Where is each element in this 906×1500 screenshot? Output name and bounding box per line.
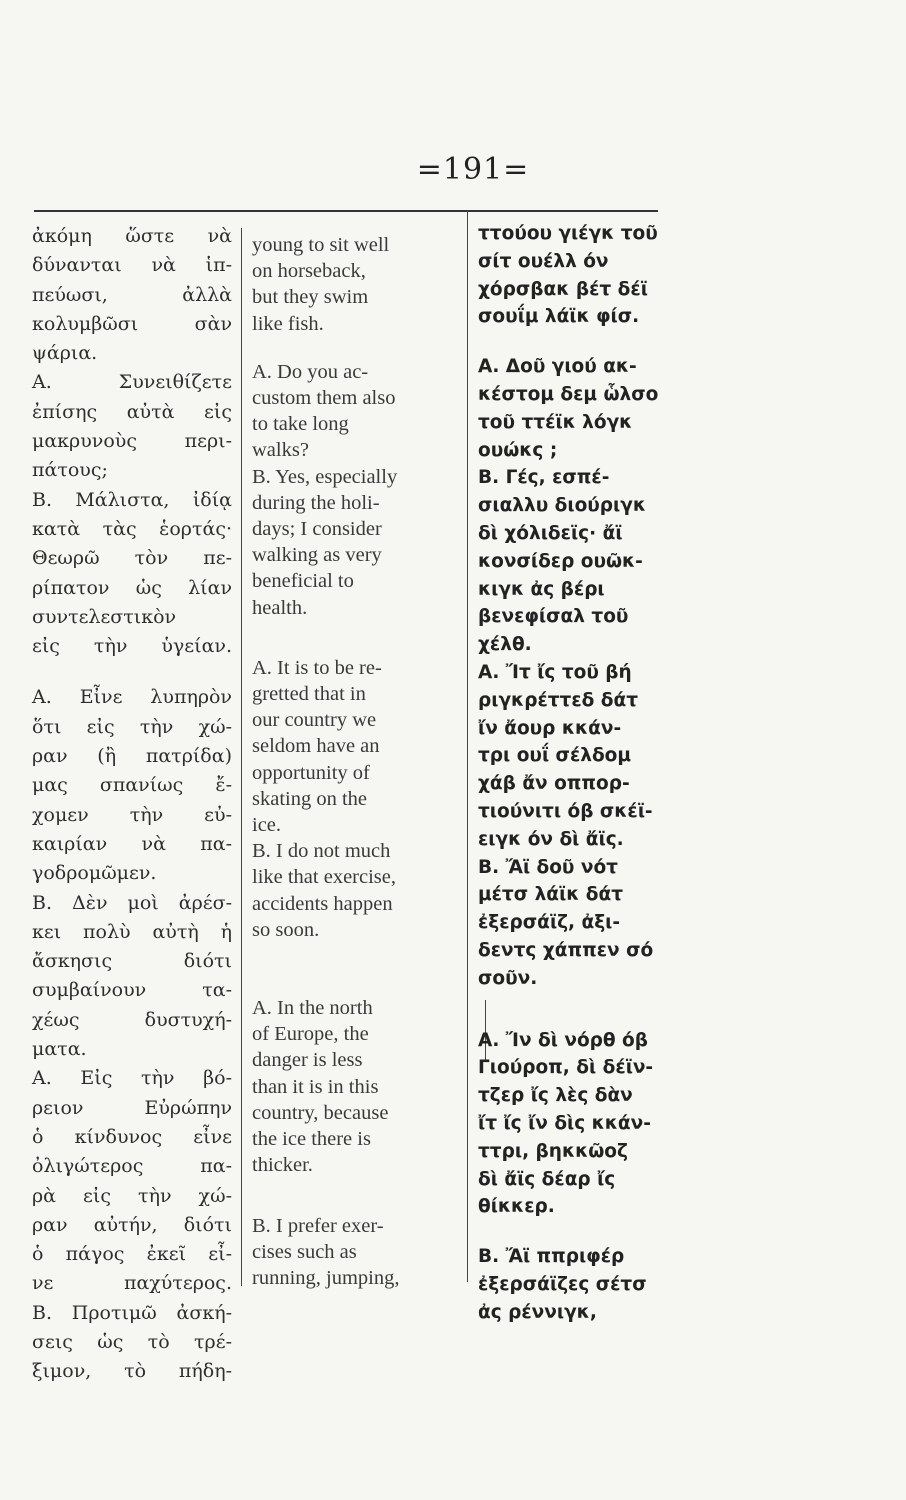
english-paragraph: B. I do not much like that exercise, accidents happen so soon.	[252, 840, 397, 941]
header-rule	[34, 210, 658, 212]
english-paragraph: A. It is to be re- gretted that in our country we seldom have an opportunity of skating on the ice.	[252, 656, 382, 837]
pronunciation-paragraph: ττούου γιέγκ τοῦ σίτ ουέλλ όν χόρσβακ βέτ δέϊ σουΐμ λάϊκ φίσ.	[478, 223, 658, 328]
pronunciation-paragraph: Α. Ἴτ ἴς τοῦ βή ριγκρέττεδ δάτ ἴν ἄουρ κκάν- τρι ουΐ σέλδομ χάβ ἄν οππορ- τιούνιτι όβ σκέϊ- ειγκ όν δὶ ἄϊς.	[478, 661, 653, 850]
greek-paragraph: Β. Δὲν μοὶ ἀρέσ- κει πολὺ αὐτὴ ἡ ἄσκησις διότι συμβαίνουν τα- χέως δυστυχή- ματα.	[32, 891, 232, 1061]
english-paragraph: A. In the north of Europe, the danger is less than it is in this country, because the ice there is thicker.	[252, 997, 389, 1177]
english-paragraph: A. Do you ac- custom them also to take long walks?	[252, 360, 396, 462]
column-divider-left	[241, 228, 242, 1286]
english-column	[252, 232, 457, 1291]
pronunciation-paragraph: Α. Δοῦ γιού ακ- κέστομ δεμ ὧλσο τοῦ ττέϊκ λόγκ ουώκς ;	[478, 356, 659, 461]
pronunciation-paragraph: Β. Ἄϊ δοῦ νότ μέτσ λάϊκ δάτ ἐξερσάϊζ, ἀξι- δεντς χάππεν σό σοῦν.	[478, 856, 654, 989]
pronunciation-column	[478, 220, 703, 1326]
pronunciation-paragraph: Β. Ἄϊ ππριφέρ ἐξερσάϊζες σέτσ ἀς ρέννιγκ,	[478, 1246, 647, 1323]
greek-paragraph: Β. Προτιμῶ ἀσκή- σεις ὡς τὸ τρέ- ξιμον, τὸ πήδη-	[32, 1301, 232, 1383]
greek-paragraph: Α. Συνειθίζετε ἐπίσης αὐτὰ εἰς μακρυνοὺς περι- πάτους;	[32, 371, 232, 482]
english-paragraph: B. I prefer exer- cises such as running, jumping,	[252, 1214, 400, 1289]
english-paragraph: B. Yes, especially during the holi- days; I consider walking as very beneficial to health.	[252, 465, 398, 619]
greek-column	[32, 222, 232, 1387]
greek-paragraph: Α. Εἰς τὴν βό- ρειον Εὐρώπην ὁ κίνδυνος εἶνε ὀλιγώτερος πα- ρὰ εἰς τὴν χώ- ραν αὐτήν, διότι ὁ πάγος ἐκεῖ εἶ- νε παχύτερος.	[32, 1067, 232, 1295]
greek-paragraph: Β. Μάλιστα, ἰδίᾳ κατὰ τὰς ἑορτάς· Θεωρῶ τὸν πε- ρίπατον ὡς λίαν συντελεστικὸν εἰς τὴν ὑγείαν.	[32, 488, 232, 658]
greek-paragraph: ἀκόμη ὥστε νὰ δύνανται νὰ ἱπ- πεύωσι, ἀλλὰ κολυμβῶσι σὰν ψάρια.	[32, 225, 232, 365]
greek-paragraph: Α. Εἶνε λυπηρὸν ὅτι εἰς τὴν χώ- ραν (ἢ πατρίδα) μας σπανίως ἔ- χομεν τὴν εὐ- καιρίαν νὰ πα- γοδρομῶμεν.	[32, 686, 232, 885]
column-divider-right	[467, 210, 468, 1282]
pronunciation-paragraph: Β. Γές, εσπέ- σιαλλυ διούριγκ δὶ χόλιδεϊς· ἄϊ κονσίδερ ουῶκ- κιγκ ἀς βέρι βενεφίσαλ τοῦ χέλθ.	[478, 467, 646, 656]
pronunciation-paragraph: Α. Ἴν δὶ νόρθ όβ Γιούροπ, δὶ δέϊν- τζερ ἴς λὲς δὰν ἴτ ἴς ἴν δὶς κκάν- ττρι, βηκκῶοζ δὶ ἄϊς δέαρ ἴς θίκκερ.	[478, 1029, 654, 1218]
page-number: =191=	[416, 152, 530, 187]
english-paragraph: young to sit well on horseback, but they swim like fish.	[252, 234, 390, 335]
